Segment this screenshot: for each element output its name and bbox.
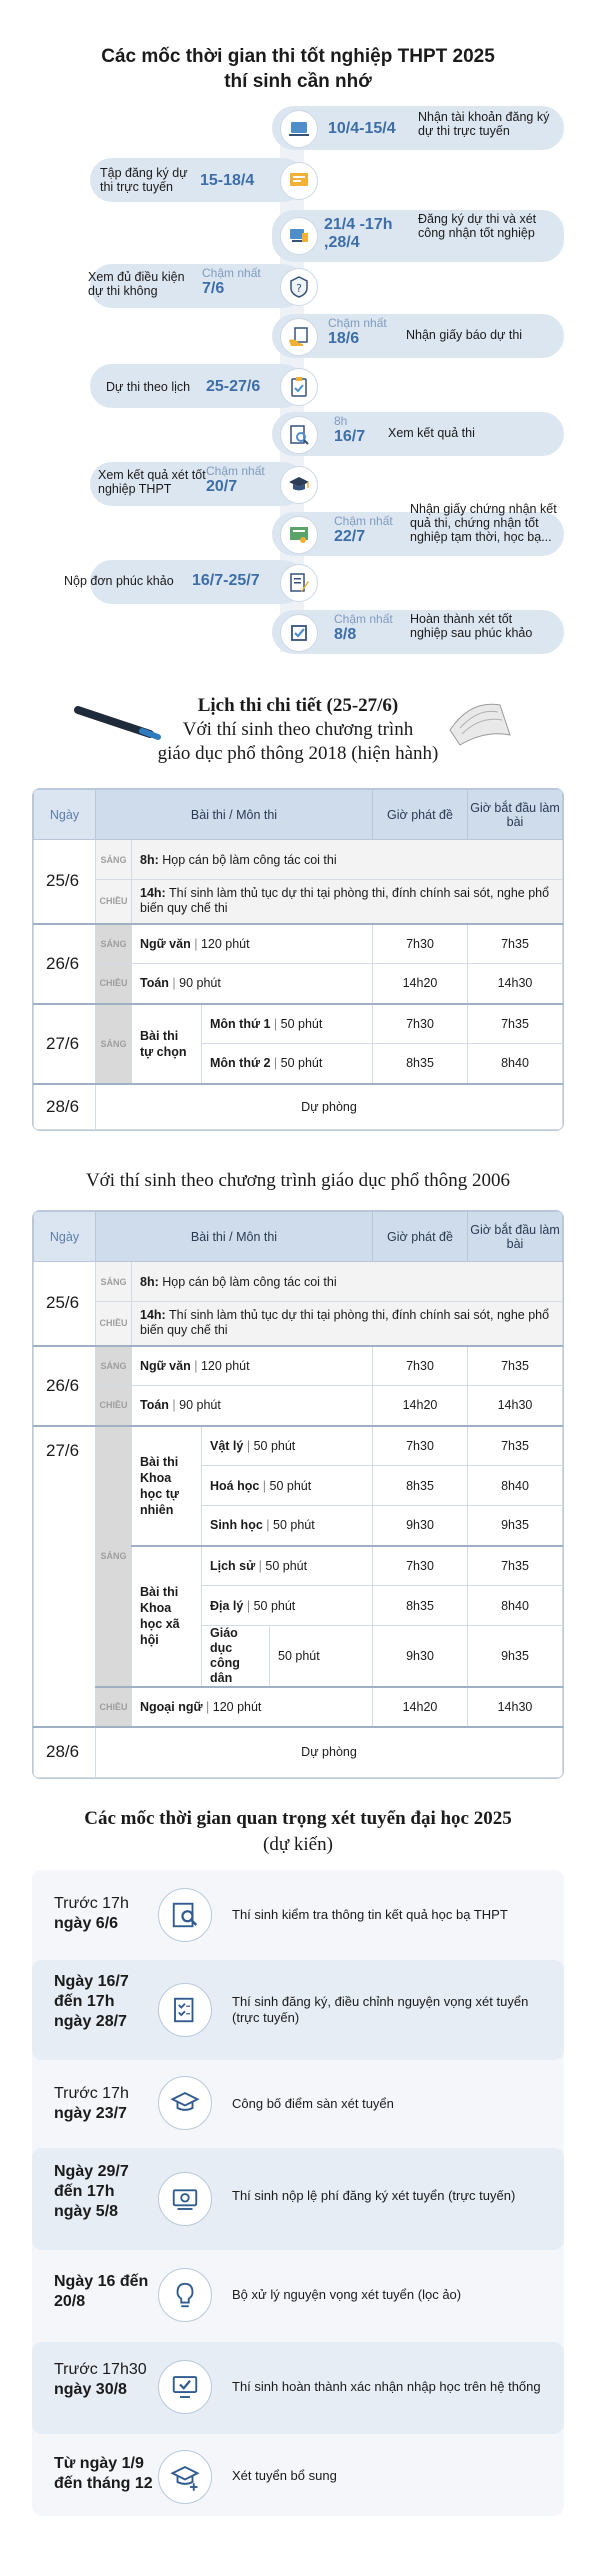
subject-cell: Hoá học | 50 phút (202, 1466, 373, 1506)
table-header-row (34, 1212, 563, 1262)
subject-cell: Ngữ văn | 120 phút (132, 1346, 373, 1386)
admission-desc: Thí sinh hoàn thành xác nhận nhập học trên hệ thống (232, 2379, 541, 2394)
note-cell: 8h: Họp cán bộ làm công tác coi thi (132, 840, 563, 880)
admission-title: Các mốc thời gian quan trọng xét tuyển đại học 2025 (dự kiến) (84, 1808, 512, 1855)
table-row (34, 1426, 563, 1466)
header-subject: Bài thi / Môn thi (96, 790, 373, 840)
timeline-date: 22/7 (334, 528, 366, 545)
reserve-cell: Dự phòng (96, 1084, 563, 1130)
schedule-title: Lịch thi chi tiết (25-27/6) Với thí sinh theo chương trình giáo dục phổ thông 2018 (hiện hành) (157, 695, 439, 764)
table-row (34, 1727, 563, 1777)
timeline-date: 16/7 (334, 428, 366, 445)
start-time: 9h35 (468, 1506, 563, 1546)
admission-desc: Thí sinh nộp lệ phí đăng ký xét tuyển (trực tuyến) (232, 2188, 516, 2203)
release-time: 9h30 (373, 1626, 468, 1688)
timeline-sub: Chậm nhất (334, 612, 393, 626)
session-label: CHIỀU (96, 1302, 132, 1346)
subject-name: Giáo dục công dân (202, 1626, 270, 1688)
table-row (34, 1346, 563, 1386)
admission-pre: Trước 17h30 (54, 2361, 147, 2378)
timeline-desc: Nhận tài khoản đăng ký dự thi trực tuyến (418, 110, 550, 138)
admission-pre: Trước 17h (54, 1895, 129, 1912)
timeline-desc: Nhận giấy chứng nhận kết quả thi, chứng nhận tốt nghiệp tạm thời, học bạ... (410, 502, 557, 544)
timeline-desc: Xem kết quả thi (388, 426, 475, 440)
start-time: 7h35 (468, 1004, 563, 1044)
timeline-sub: Chậm nhất (328, 316, 387, 330)
reserve-cell: Dự phòng (96, 1727, 563, 1777)
admission-date: ngày 23/7 (54, 2105, 127, 2122)
header-start: Giờ bắt đầu làm bài (468, 790, 563, 840)
graduation-cap-icon (280, 466, 318, 504)
main-title: Các mốc thời gian thi tốt nghiệp THPT 2025 thí sinh cần nhớ (101, 46, 495, 92)
subject-duration: 50 phút (270, 1626, 373, 1688)
checkbox-icon (280, 614, 318, 652)
start-time: 8h40 (468, 1466, 563, 1506)
timeline-desc: Hoàn thành xét tốt nghiệp sau phúc khảo (410, 612, 533, 640)
table-row (34, 840, 563, 880)
subject-cell: Toán | 90 phút (132, 964, 373, 1004)
timeline-date: 18/6 (328, 330, 360, 347)
note-cell: 14h: Thí sinh làm thủ tục dự thi tại phòng thi, đính chính sai sót, nghe phổ biến quy chế thi (132, 1302, 563, 1346)
monitor-check-icon (158, 2360, 212, 2414)
laptop-icon (280, 110, 318, 148)
graduation-cap-icon (158, 2076, 212, 2130)
timeline-desc: Xem đủ điều kiện dự thi không (88, 270, 185, 298)
clipboard-check-icon (280, 368, 318, 406)
timeline-desc: Tập đăng ký dự thi trực tuyến (100, 166, 188, 194)
release-time: 7h30 (373, 1004, 468, 1044)
session-label: CHIỀU (96, 880, 132, 924)
timeline-sub: Chậm nhất (334, 514, 393, 528)
release-time: 8h35 (373, 1466, 468, 1506)
release-time: 7h30 (373, 1546, 468, 1586)
timeline-sub: 8h (334, 414, 348, 428)
table-row (34, 924, 563, 964)
session-label: CHIỀU (96, 1386, 132, 1426)
table-row (34, 964, 563, 1004)
subject-cell: Sinh học | 50 phút (202, 1506, 373, 1546)
timeline-sub: Chậm nhất (202, 266, 261, 280)
release-time: 7h30 (373, 1346, 468, 1386)
session-label: SÁNG (96, 1262, 132, 1302)
header-start: Giờ bắt đầu làm bài (468, 1212, 563, 1262)
start-time: 14h30 (468, 1687, 563, 1727)
monitor-form-icon (280, 162, 318, 200)
release-time: 8h35 (373, 1044, 468, 1084)
session-label: SÁNG (96, 840, 132, 880)
day-cell: 26/6 (34, 1346, 96, 1426)
timeline-desc: Dự thi theo lịch (106, 380, 191, 394)
day-cell: 28/6 (34, 1084, 96, 1130)
timeline-date: 8/8 (334, 626, 357, 643)
table-row (34, 880, 563, 924)
start-time: 14h30 (468, 964, 563, 1004)
start-time: 9h35 (468, 1626, 563, 1688)
admission-desc: Công bố điểm sàn xét tuyển (232, 2096, 394, 2111)
table-row (34, 1302, 563, 1346)
table-2006-title: Với thí sinh theo chương trình giáo dục phổ thông 2006 (85, 1170, 511, 1191)
start-time: 7h35 (468, 924, 563, 964)
question-shield-icon (280, 268, 318, 306)
schedule-table-2018 (32, 788, 564, 1131)
lightbulb-icon (158, 2268, 212, 2322)
admission-date: Ngày 16/7 đến 17h ngày 28/7 (54, 1973, 129, 2030)
table-row (34, 1084, 563, 1130)
social-exam-label: Bài thi Khoa học xã hội (132, 1546, 202, 1688)
session-label: SÁNG (96, 1426, 132, 1688)
certificate-icon (280, 516, 318, 554)
release-time: 14h20 (373, 964, 468, 1004)
table-row (34, 1262, 563, 1302)
admission-desc: Thí sinh kiểm tra thông tin kết quả học bạ THPT (232, 1907, 508, 1922)
subject-cell: Ngoại ngữ | 120 phút (132, 1687, 373, 1727)
timeline-sub: Chậm nhất (206, 464, 265, 478)
timeline-date: 7/6 (202, 280, 225, 297)
day-cell: 28/6 (34, 1727, 96, 1777)
release-time: 14h20 (373, 1386, 468, 1426)
start-time: 7h35 (468, 1346, 563, 1386)
session-label: CHIỀU (96, 1687, 132, 1727)
optional-exam-label: Bài thi tự chọn (132, 1004, 202, 1084)
timeline-date: 25-27/6 (206, 378, 261, 395)
day-cell: 27/6 (34, 1004, 96, 1084)
cap-plus-icon (158, 2450, 212, 2504)
timeline-date: 15-18/4 (200, 172, 255, 189)
subject-cell: Môn thứ 1 | 50 phút (202, 1004, 373, 1044)
table-row (34, 1386, 563, 1426)
start-time: 14h30 (468, 1386, 563, 1426)
release-time: 7h30 (373, 1426, 468, 1466)
timeline-date: 16/7-25/7 (192, 572, 260, 589)
release-time: 9h30 (373, 1506, 468, 1546)
checklist-icon (158, 1983, 212, 2037)
admission-desc: Bộ xử lý nguyện vọng xét tuyển (lọc ảo) (232, 2287, 462, 2302)
admission-date: Ngày 29/7 đến 17h ngày 5/8 (54, 2163, 129, 2220)
admission-date: ngày 30/8 (54, 2381, 127, 2398)
form-pencil-icon (280, 564, 318, 602)
search-document-icon (280, 416, 318, 454)
admission-desc: Thí sinh đăng ký, điều chỉnh nguyện vọng xét tuyển (trực tuyến) (232, 1994, 529, 2025)
subject-cell: Môn thứ 2 | 50 phút (202, 1044, 373, 1084)
payment-icon (158, 2172, 212, 2226)
start-time: 7h35 (468, 1426, 563, 1466)
header-day: Ngày (34, 1212, 96, 1262)
release-time: 14h20 (373, 1687, 468, 1727)
timeline-date: 20/7 (206, 478, 238, 495)
subject-cell: Vật lý | 50 phút (202, 1426, 373, 1466)
science-exam-label: Bài thi Khoa học tự nhiên (132, 1426, 202, 1546)
header-release: Giờ phát đề (373, 1212, 468, 1262)
note-cell: 8h: Họp cán bộ làm công tác coi thi (132, 1262, 563, 1302)
day-cell: 25/6 (34, 840, 96, 924)
header-release: Giờ phát đề (373, 790, 468, 840)
session-label: SÁNG (96, 1346, 132, 1386)
subject-cell: Lịch sử | 50 phút (202, 1546, 373, 1586)
timeline-date: 10/4-15/4 (328, 120, 396, 137)
table-row (34, 1004, 563, 1044)
day-cell: 27/6 (34, 1426, 96, 1728)
note-cell: 14h: Thí sinh làm thủ tục dự thi tại phòng thi, đính chính sai sót, nghe phổ biến quy chế thi (132, 880, 563, 924)
admission-pre: Trước 17h (54, 2085, 129, 2102)
subject-cell: Ngữ văn | 120 phút (132, 924, 373, 964)
svg-text:?: ? (296, 282, 302, 295)
timeline-desc: Đăng ký dự thi và xét công nhận tốt nghiệp (418, 212, 537, 240)
timeline-desc: Xem kết quả xét tốt nghiệp THPT (98, 468, 206, 496)
hand-paper-icon (280, 318, 318, 356)
start-time: 8h40 (468, 1044, 563, 1084)
admission-date: Ngày 16 đến 20/8 (54, 2273, 149, 2310)
admission-desc: Xét tuyển bổ sung (232, 2468, 337, 2483)
computer-register-icon (280, 217, 318, 255)
admission-date: ngày 6/6 (54, 1915, 119, 1932)
header-day: Ngày (34, 790, 96, 840)
schedule-table-2006 (32, 1210, 564, 1779)
subject-cell: Địa lý | 50 phút (202, 1586, 373, 1626)
admission-date: Từ ngày 1/9 đến tháng 12 (54, 2455, 153, 2492)
session-label: CHIỀU (96, 964, 132, 1004)
timeline-desc: Nhận giấy báo dự thi (406, 328, 523, 342)
session-label: SÁNG (96, 924, 132, 964)
subject-cell: Toán | 90 phút (132, 1386, 373, 1426)
session-label: SÁNG (96, 1004, 132, 1084)
start-time: 8h40 (468, 1586, 563, 1626)
header-subject: Bài thi / Môn thi (96, 1212, 373, 1262)
release-time: 7h30 (373, 924, 468, 964)
day-cell: 26/6 (34, 924, 96, 1004)
table-header-row (34, 790, 563, 840)
release-time: 8h35 (373, 1586, 468, 1626)
timeline-desc: Nộp đơn phúc khảo (64, 574, 174, 588)
timeline-date: 21/4 -17h ,28/4 (324, 216, 393, 251)
start-time: 7h35 (468, 1546, 563, 1586)
table-row (34, 1687, 563, 1727)
day-cell: 25/6 (34, 1262, 96, 1346)
search-document-icon (158, 1888, 212, 1942)
